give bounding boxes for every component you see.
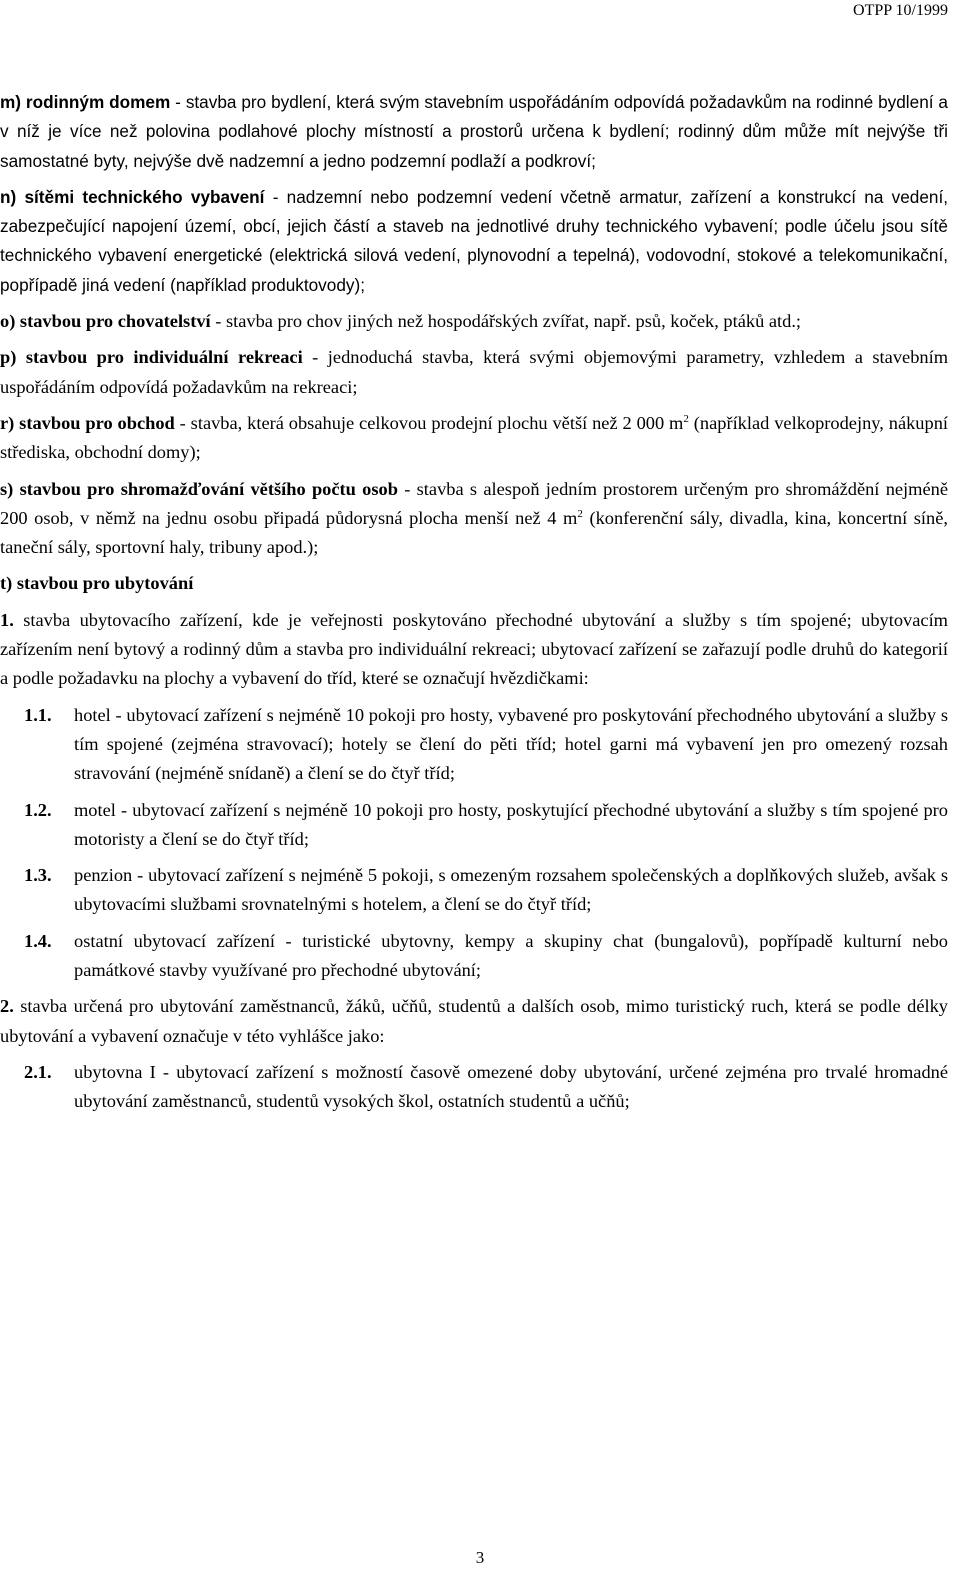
definition-m: [0, 88, 948, 176]
item-text: penzion - ubytovací zařízení s nejméně 5 pokoji, s omezeným rozsahem společenských a doplňkových služeb, avšak s ubytovacími službami srovnatelnými s hotelem, a člení se do čtyř tříd;: [74, 865, 948, 915]
item-number: 1.2.: [24, 799, 52, 820]
definition-text: - stavba s alespoň jedním prostorem určeným pro shromáždění nejméně 200 osob, v němž na jednu osobu připadá půdorysná plocha menší než 4 m: [0, 478, 948, 528]
list-item-2: [0, 992, 948, 1051]
definition-p: [0, 343, 948, 402]
item-number: 1.4.: [24, 930, 52, 951]
definition-o: [0, 307, 948, 336]
item-text: stavba určená pro ubytování zaměstnanců, žáků, učňů, studentů a dalších osob, mimo turistický ruch, která se podle délky ubytování a vybavení označuje v této vyhlášce jako:: [0, 996, 948, 1046]
definition-text: - stavba pro chov jiných než hospodářských zvířat, např. psů, koček, ptáků atd.;: [210, 311, 802, 332]
item-number: 1.3.: [24, 865, 52, 886]
document-id: OTPP 10/1999: [853, 2, 948, 19]
term-label: m) rodinným domem: [0, 92, 171, 112]
item-number: 1.: [0, 609, 14, 630]
item-text: hotel - ubytovací zařízení s nejméně 10 pokoji pro hosty, vybavené pro poskytování přechodného ubytování a služby s tím spojené (zejména stravovací); hotely se člení do pěti tříd; hotel garni má vybavení jen pro omezený rozsah stravování (nejméně snídaně) a člení se do čtyř tříd;: [74, 704, 948, 784]
definition-r: [0, 409, 948, 468]
definition-text: - stavba, která obsahuje celkovou prodejní plochu větší než 2 000 m: [174, 412, 684, 433]
definition-text: (například velkoprodejny, nákupní střediska, obchodní domy);: [0, 412, 948, 463]
item-number: 1.1.: [24, 704, 52, 725]
definition-text: - stavba pro bydlení, která svým stavebním uspořádáním odpovídá požadavkům na rodinné bydlení a v níž je více než polovina podlahové plochy místností a prostorů určena k bydlení; rodinný dům může mít nejvýše tři samostatné byty, nejvýše dvě nadzemní a jedno podzemní podlaží a podkroví;: [0, 92, 948, 171]
document-body: [0, 88, 948, 1124]
list-item-1-3: [0, 861, 948, 920]
definition-text: - jednoduchá stavba, která svými objemovými parametry, vzhledem a stavebním uspořádáním odpovídá požadavkům na rekreaci;: [0, 347, 948, 397]
item-number: 2.1.: [24, 1061, 52, 1082]
term-label: o) stavbou pro chovatelství: [0, 311, 211, 332]
term-label: t) stavbou pro ubytování: [0, 573, 194, 594]
list-item-1-2: [0, 796, 948, 855]
item-number: 2.: [0, 996, 14, 1017]
definition-n: [0, 183, 948, 300]
item-text: motel - ubytovací zařízení s nejméně 10 pokoji pro hosty, poskytující přechodné ubytování a služby s tím spojené pro motoristy a člení se do čtyř tříd;: [74, 799, 948, 849]
superscript: 2: [683, 412, 689, 425]
definition-text: - nadzemní nebo podzemní vedení včetně armatur, zařízení a konstrukcí na vedení, zabezpečující napojení území, obcí, jejich částí a staveb na jednotlivé druhy technického vybavení; podle účelu jsou sítě technického vybavení energetické (elektrická silová vedení, plynovodní a tepelná), vodovodní, stokové a telekomunikační, popřípadě jiná vedení (například produktovody);: [0, 186, 949, 295]
item-text: ubytovna I - ubytovací zařízení s možností časově omezené doby ubytování, určené zejména pro trvalé hromadné ubytování zaměstnanců, studentů vysokých škol, ostatních studentů a učňů;: [74, 1061, 948, 1112]
term-label: s) stavbou pro shromažďování většího počtu osob: [0, 478, 398, 499]
term-label: n) sítěmi technického vybavení: [0, 186, 265, 207]
item-text: ostatní ubytovací zařízení - turistické ubytovny, kempy a skupiny chat (bungalovů), popřípadě kulturní nebo památkové stavby využívané pro přechodné ubytování;: [74, 930, 948, 981]
item-text: stavba ubytovacího zařízení, kde je veřejnosti poskytováno přechodné ubytování a služby s tím spojené; ubytovacím zařízením není bytový a rodinný dům a stavba pro individuální rekreaci; ubytovací zařízení se zařazují podle druhů do kategorií a podle požadavku na plochy a vybavení do tříd, které se označují hvězdičkami:: [0, 609, 948, 689]
superscript: 2: [577, 507, 583, 520]
term-label: p) stavbou pro individuální rekreaci: [0, 347, 303, 368]
list-item-1-4: [0, 927, 948, 986]
definition-text: (konferenční sály, divadla, kina, koncertní síně, taneční sály, sportovní haly, tribuny apod.);: [0, 507, 948, 558]
definition-t: [0, 569, 948, 598]
term-label: r) stavbou pro obchod: [0, 412, 175, 433]
definition-s: [0, 475, 948, 563]
list-item-1: [0, 606, 948, 694]
list-item-1-1: [0, 701, 948, 789]
list-item-2-1: [0, 1058, 948, 1117]
page-number: 3: [475, 1548, 485, 1567]
